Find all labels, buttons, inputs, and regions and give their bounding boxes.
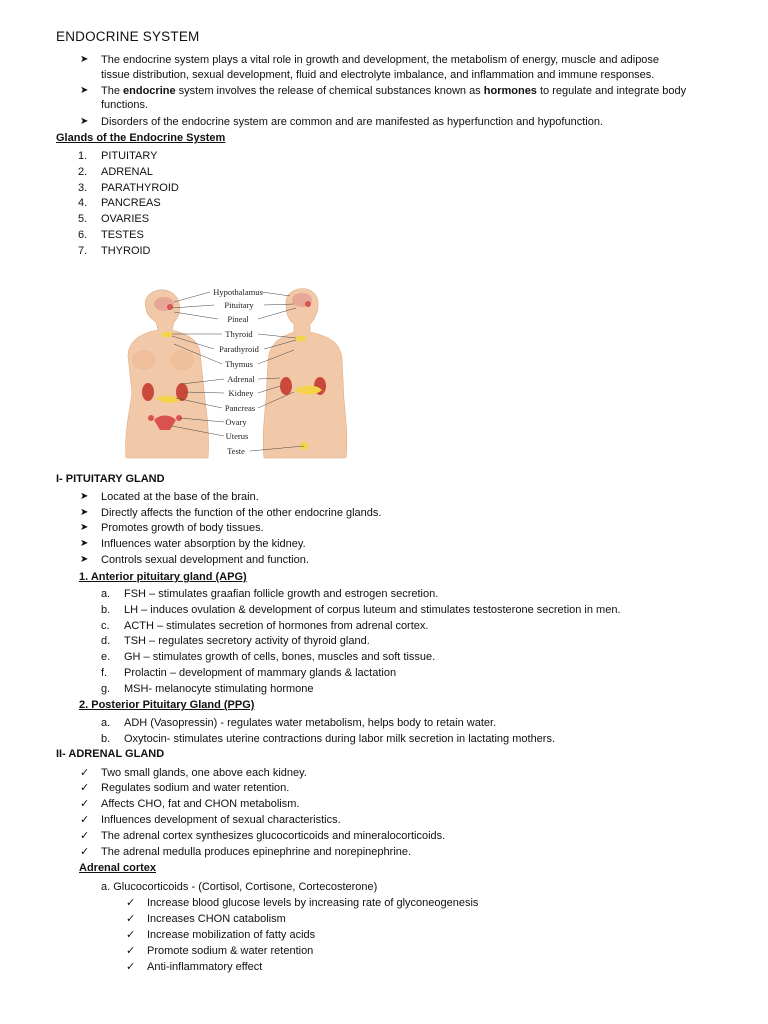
list-letter: g. <box>101 683 111 695</box>
list-number: 7. <box>78 245 88 257</box>
gluco-point: Increase mobilization of fatty acids <box>147 929 316 941</box>
pituitary-point: Promotes growth of body tissues. <box>101 522 264 534</box>
check-icon: ✓ <box>126 945 136 957</box>
apg-item: TSH – regulates secretory activity of thyroid gland. <box>124 635 370 647</box>
adrenal-point: Two small glands, one above each kidney. <box>101 767 307 779</box>
list-number: 6. <box>78 229 88 241</box>
list-letter: c. <box>101 620 110 632</box>
check-icon: ✓ <box>126 961 136 973</box>
check-icon: ✓ <box>126 929 136 941</box>
pituitary-heading: I- PITUITARY GLAND <box>56 473 165 485</box>
pituitary-point: Controls sexual development and function. <box>101 554 309 566</box>
pituitary-point: Influences water absorption by the kidney. <box>101 538 306 550</box>
adrenal-point: Regulates sodium and water retention. <box>101 782 290 794</box>
adrenal-point: Affects CHO, fat and CHON metabolism. <box>101 798 300 810</box>
label-pancreas: Pancreas <box>224 403 256 413</box>
arrow-bullet-icon: ➤ <box>80 522 89 533</box>
list-letter: b. <box>101 604 111 616</box>
arrow-bullet-icon: ➤ <box>80 491 89 502</box>
label-thyroid: Thyroid <box>225 329 253 339</box>
intro-line: tissue distribution, sexual development, fluid and electrolyte imbalance, and inflammation and immune responses. <box>101 69 655 81</box>
gland-item: ADRENAL <box>101 166 153 178</box>
gland-item: THYROID <box>101 245 151 257</box>
pituitary-point: Directly affects the function of the other endocrine glands. <box>101 507 382 519</box>
arrow-bullet-icon: ➤ <box>80 554 89 565</box>
label-kidney: Kidney <box>228 388 254 398</box>
arrow-bullet-icon: ➤ <box>80 85 89 96</box>
gland-item: PITUITARY <box>101 150 158 162</box>
ppg-item: Oxytocin- stimulates uterine contractions during labor milk secretion in lactating mothers. <box>124 733 556 745</box>
list-number: 1. <box>78 150 88 162</box>
apg-item: MSH- melanocyte stimulating hormone <box>124 683 314 695</box>
pituitary-point: Located at the base of the brain. <box>101 491 259 503</box>
label-thymus: Thymus <box>225 359 253 369</box>
intro-line: Disorders of the endocrine system are common and are manifested as hyperfunction and hypofunction. <box>101 116 603 128</box>
page-title: ENDOCRINE SYSTEM <box>56 29 200 44</box>
check-icon: ✓ <box>80 814 90 826</box>
check-icon: ✓ <box>126 897 136 909</box>
gluco-point: Increase blood glucose levels by increasing rate of glyconeogenesis <box>147 897 479 909</box>
check-icon: ✓ <box>80 830 90 842</box>
label-parathyroid: Parathyroid <box>219 344 259 354</box>
list-letter: b. <box>101 733 111 745</box>
gland-item: PANCREAS <box>101 197 161 209</box>
list-letter: e. <box>101 651 111 663</box>
endocrine-anatomy-figure <box>118 280 374 460</box>
label-ovary: Ovary <box>225 417 247 427</box>
apg-heading: 1. Anterior pituitary gland (APG) <box>79 571 247 583</box>
gland-item: PARATHYROID <box>101 182 179 194</box>
apg-item: LH – induces ovulation & development of corpus luteum and stimulates testosterone secretion in men. <box>124 604 621 616</box>
adrenal-point: The adrenal medulla produces epinephrine and norepinephrine. <box>101 846 412 858</box>
ppg-heading: 2. Posterior Pituitary Gland (PPG) <box>79 699 255 711</box>
arrow-bullet-icon: ➤ <box>80 507 89 518</box>
check-icon: ✓ <box>80 798 90 810</box>
list-number: 4. <box>78 197 88 209</box>
label-pituitary: Pituitary <box>224 300 254 310</box>
list-letter: a. <box>101 588 111 600</box>
apg-item: Prolactin – development of mammary glands & lactation <box>124 667 397 679</box>
intro-line: The endocrine system plays a vital role in growth and development, the metabolism of energy, muscle and adipose <box>101 54 660 66</box>
list-letter: d. <box>101 635 111 647</box>
label-hypothalamus: Hypothalamus <box>213 287 263 297</box>
apg-item: ACTH – stimulates secretion of hormones from adrenal cortex. <box>124 620 429 632</box>
label-adrenal: Adrenal <box>227 374 255 384</box>
list-letter: a. <box>101 717 111 729</box>
apg-item: GH – stimulates growth of cells, bones, muscles and soft tissue. <box>124 651 436 663</box>
check-icon: ✓ <box>80 767 90 779</box>
intro-line: functions. <box>101 99 149 111</box>
gland-item: OVARIES <box>101 213 150 225</box>
label-teste: Teste <box>227 446 245 456</box>
list-letter: f. <box>101 667 108 679</box>
check-icon: ✓ <box>80 846 90 858</box>
ppg-item: ADH (Vasopressin) - regulates water metabolism, helps body to retain water. <box>124 717 497 729</box>
label-pineal: Pineal <box>227 314 249 324</box>
label-uterus: Uterus <box>225 431 249 441</box>
adrenal-cortex-heading: Adrenal cortex <box>79 862 157 874</box>
adrenal-heading: II- ADRENAL GLAND <box>56 748 165 760</box>
glucocorticoids-heading: a. Glucocorticoids - (Cortisol, Cortisone, Cortecosterone) <box>101 881 378 893</box>
glands-heading: Glands of the Endocrine System <box>56 132 226 144</box>
adrenal-point: The adrenal cortex synthesizes glucocorticoids and mineralocorticoids. <box>101 830 446 842</box>
adrenal-point: Influences development of sexual characteristics. <box>101 814 341 826</box>
arrow-bullet-icon: ➤ <box>80 54 89 65</box>
arrow-bullet-icon: ➤ <box>80 116 89 127</box>
check-icon: ✓ <box>80 782 90 794</box>
gland-item: TESTES <box>101 229 144 241</box>
gluco-point: Promote sodium & water retention <box>147 945 314 957</box>
arrow-bullet-icon: ➤ <box>80 538 89 549</box>
list-number: 5. <box>78 213 88 225</box>
list-number: 2. <box>78 166 88 178</box>
check-icon: ✓ <box>126 913 136 925</box>
list-number: 3. <box>78 182 88 194</box>
intro-line: The endocrine system involves the release of chemical substances known as hormones to regulate and integrate body <box>101 85 687 97</box>
gluco-point: Anti-inflammatory effect <box>147 961 263 973</box>
gluco-point: Increases CHON catabolism <box>147 913 286 925</box>
apg-item: FSH – stimulates graafian follicle growth and estrogen secretion. <box>124 588 439 600</box>
